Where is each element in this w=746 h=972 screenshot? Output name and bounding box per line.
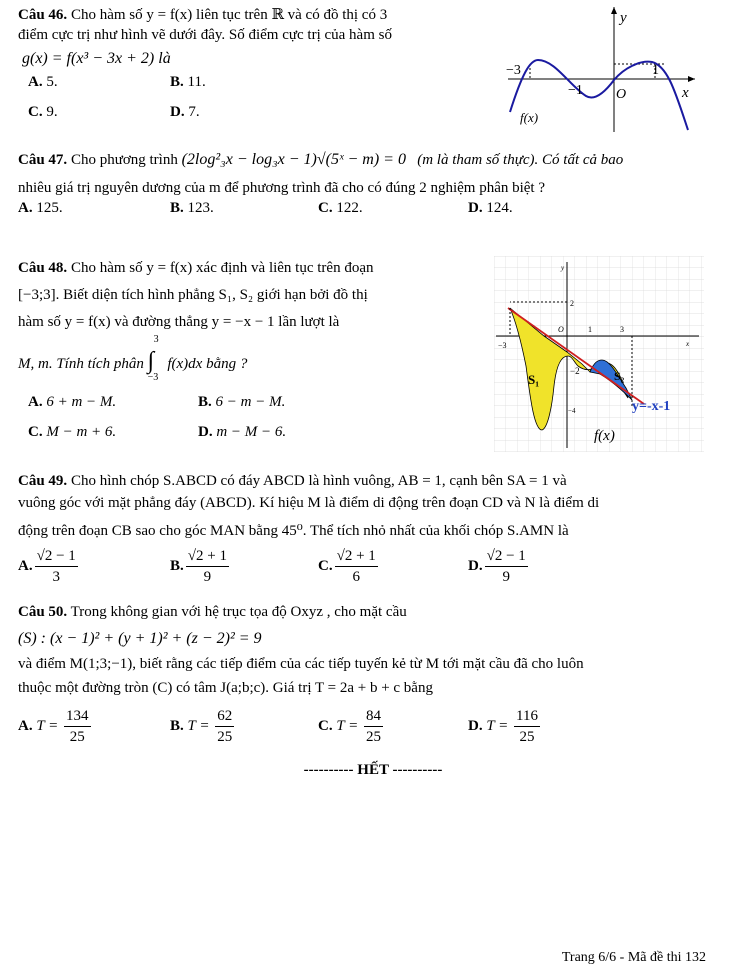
q46-option-d: D. 7. bbox=[170, 104, 200, 120]
q48-option-d: D. m − M − 6. bbox=[198, 424, 287, 440]
page-footer: Trang 6/6 - Mã đề thi 132 bbox=[561, 950, 706, 965]
q46-minus3-label: −3 bbox=[506, 63, 521, 78]
q48-line1: Câu 48. Cho hàm số y = f(x) xác định và liên tục trên đoạn bbox=[18, 260, 374, 276]
end-marker: ---------- HẾT ---------- bbox=[303, 762, 443, 778]
q50-option-a: A. T = $\frac{134}{25}$ bbox=[18, 708, 89, 745]
q48-line4: M, m. Tính tích phân 3 ∫ −3 f(x)dx bằng ? bbox=[18, 334, 248, 383]
q49-line2: vuông góc với mặt phẳng đáy (ABCD). Kí hiệu M là điểm di động trên đoạn CD và N là điểm di bbox=[18, 495, 600, 511]
q50-sphere-equation: (S) : (x − 1)² + (y + 1)² + (z − 2)² = 9 bbox=[18, 630, 262, 647]
q50-label: Câu 50. bbox=[18, 604, 68, 620]
q48-label: Câu 48. bbox=[18, 260, 68, 276]
q48-two-label: 2 bbox=[570, 299, 574, 308]
q48-y-label: y bbox=[561, 264, 565, 272]
q48-line3: hàm số y = f(x) và đường thẳng y = −x − 1 lần lượt là bbox=[18, 314, 340, 330]
q48-f-label: f(x) bbox=[594, 428, 615, 444]
q46-f-label: f(x) bbox=[520, 110, 539, 125]
q50-option-d: D. T = $\frac{116}{25}$ bbox=[468, 708, 538, 745]
q48-option-a: A. 6 + m − M. bbox=[28, 394, 117, 410]
q46-label: Câu 46. bbox=[18, 7, 68, 23]
q49-option-b: B. $\frac{√2 + 1}{9}$ bbox=[170, 548, 227, 585]
q48-option-c: C. M − m + 6. bbox=[28, 424, 117, 440]
q48-minus4-label: −4 bbox=[568, 407, 576, 415]
q47-line1: Câu 47. Cho phương trình (2log²₃x − log₃x − 1)√(5ˣ − m) = 0 (m là tham số thực). Có tất cả bao bbox=[18, 151, 624, 168]
q47-label: Câu 47. bbox=[18, 152, 68, 168]
q49-line3: động trên đoạn CB sao cho góc MAN bằng 45⁰. Thể tích nhỏ nhất của khối chóp S.AMN là bbox=[18, 523, 569, 539]
q50-line1: Câu 50. Trong không gian với hệ trục tọa độ Oxyz , cho mặt cầu bbox=[18, 604, 407, 620]
q48-s2-label: S₂ bbox=[614, 369, 625, 383]
q46-option-b: B. 11. bbox=[170, 74, 206, 90]
q48-minus3-label: −3 bbox=[498, 341, 507, 350]
q50-line3: và điểm M(1;3;−1), biết rằng các tiếp điểm của các tiếp tuyến kẻ từ M tới mặt cầu đã cho luôn bbox=[18, 656, 584, 672]
q49-option-a: A. $\frac{√2 - 1}{3}$ bbox=[18, 548, 76, 585]
q46-option-a: A. 5. bbox=[28, 74, 58, 90]
q46-one-label: 1 bbox=[652, 63, 659, 78]
q49-label: Câu 49. bbox=[18, 473, 68, 489]
q50-line4: thuộc một đường tròn (C) có tâm J(a;b;c). Giá trị T = 2a + b + c bằng bbox=[18, 680, 433, 696]
q50-option-c: C. T = $\frac{84}{25}$ bbox=[318, 708, 382, 745]
q46-option-c: C. 9. bbox=[28, 104, 58, 120]
q47-option-b: B. 123. bbox=[170, 200, 214, 216]
q47-option-c: C. 122. bbox=[318, 200, 363, 216]
q48-integral-sign: ∫ bbox=[147, 348, 155, 374]
q46-x-label: x bbox=[682, 85, 689, 101]
q47-line2: nhiêu giá trị nguyên dương của m để phương trình đã cho có đúng 2 nghiệm phân biệt ? bbox=[18, 180, 546, 196]
q47-option-d: D. 124. bbox=[468, 200, 513, 216]
q48-line2: [−3;3]. Biết diện tích hình phẳng S₁, S₂ giới hạn bởi đồ thị bbox=[18, 287, 368, 303]
q48-option-b: B. 6 − m − M. bbox=[198, 394, 286, 410]
q49-line1: Câu 49. Cho hình chóp S.ABCD có đáy ABCD là hình vuông, AB = 1, cạnh bên SA = 1 và bbox=[18, 473, 567, 489]
q46-origin-label: O bbox=[616, 87, 627, 102]
q47-equation: (2log²₃x − log₃x − 1)√(5ˣ − m) = 0 bbox=[181, 151, 406, 168]
q49-option-d: D. $\frac{√2 - 1}{9}$ bbox=[468, 548, 526, 585]
q50-option-b: B. T = $\frac{62}{25}$ bbox=[170, 708, 233, 745]
q48-s1-label: S₁ bbox=[528, 372, 540, 387]
q46-line1: Câu 46. Cho hàm số y = f(x) liên tục trên ℝ và có đồ thị có 3 bbox=[18, 7, 388, 23]
q48-graph bbox=[494, 256, 704, 452]
q48-int-upper: 3 bbox=[153, 334, 159, 345]
q49-option-c: C. $\frac{√2 + 1}{6}$ bbox=[318, 548, 376, 585]
q46-graph bbox=[500, 2, 700, 137]
q47-note: (m là tham số thực). Có tất cả bao bbox=[417, 152, 624, 168]
q48-three-label: 3 bbox=[620, 325, 624, 334]
q47-option-a: A. 125. bbox=[18, 200, 63, 216]
q48-int-lower: −3 bbox=[147, 372, 159, 383]
q48-line-label: y=-x-1 bbox=[632, 399, 671, 414]
q48-minus2-label: −2 bbox=[570, 366, 580, 376]
q48-origin-label: O bbox=[558, 325, 564, 334]
q46-line2: điểm cực trị như hình vẽ dưới đây. Số điểm cực trị của hàm số bbox=[18, 27, 392, 43]
q46-minus1-label: −1 bbox=[568, 83, 583, 98]
q46-y-label: y bbox=[620, 10, 627, 26]
q46-formula: g(x) = f(x³ − 3x + 2) là bbox=[22, 50, 171, 67]
q48-one-label: 1 bbox=[588, 325, 592, 334]
q48-x-label: x bbox=[686, 340, 690, 348]
